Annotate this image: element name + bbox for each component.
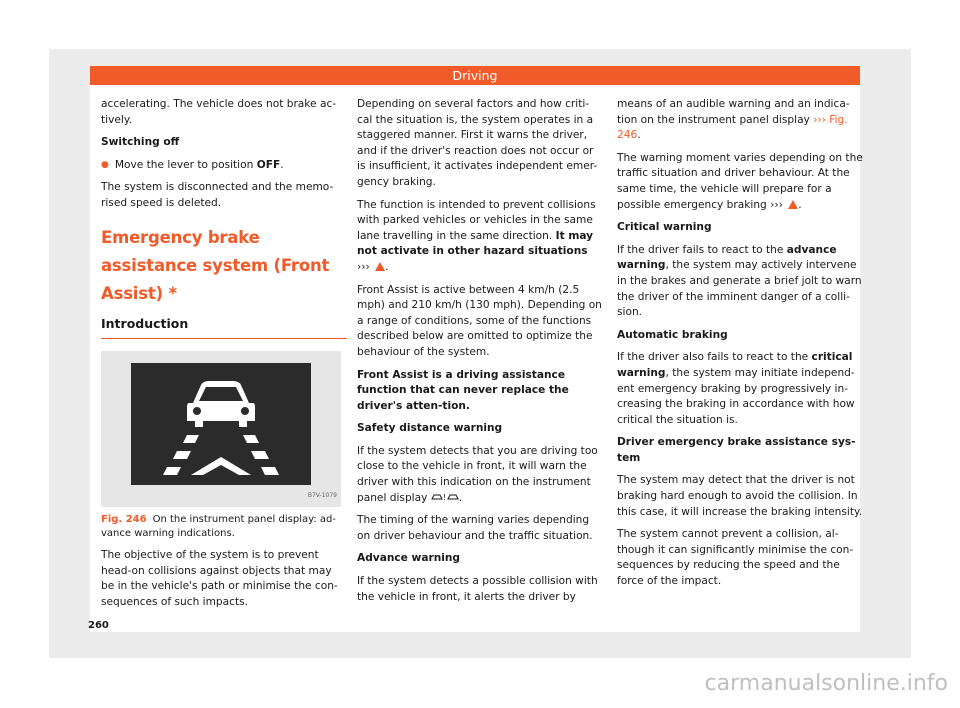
subsection-title: Advance warning <box>357 552 460 565</box>
paragraph: If the system detects a possible collision with the vehicle in front, it alerts the driver by <box>357 575 598 603</box>
paragraph: Depending on several factors and how criti-cal the situation is, the system operates in a staggered manner. First it warns the driver, and if the driver's reaction does not occur or is insufficient, it activates independent emer-gency braking. <box>357 98 598 188</box>
paragraph-bold: Front Assist is a driving assistance function that can never replace the driver's atten-tion. <box>357 368 569 412</box>
paragraph: The system cannot prevent a collision, al-though it can significantly minimise the con-sequences by reducing the speed and the force of the impact. <box>617 528 854 588</box>
paragraph: The timing of the warning varies depending on driver behaviour and the traffic situation. <box>357 514 593 542</box>
subsection-title: Switching off <box>101 136 180 149</box>
paragraph: If the driver fails to react to the advance warning, the system may actively intervene in the brakes and generate a brief jolt to warn the driver of the imminent danger of a colli-sion. <box>617 243 862 319</box>
column-2 <box>357 97 603 612</box>
column-1 <box>101 97 347 618</box>
paragraph: The warning moment varies depending on the traffic situation and driver behaviour. At the same time, the vehicle will prepare for a possible emergency braking ››› . <box>617 151 863 211</box>
paragraph: Front Assist is active between 4 km/h (2.5 mph) and 210 km/h (130 mph). Depending on a range of conditions, some of the functions described below are omitted to optimize the behaviour of the system. <box>357 283 602 358</box>
subsection-title: Automatic braking <box>617 328 728 341</box>
section-heading: Emergency brake assistance system (Front Assist) * <box>101 227 330 303</box>
figure-caption: Fig. 246 On the instrument panel display: ad-vance warning indications. <box>101 514 336 540</box>
paragraph: accelerating. The vehicle does not brake ac-tively. <box>101 98 337 126</box>
bullet-icon: ● <box>101 159 109 170</box>
paragraph: If the driver also fails to react to the critical warning, the system may initiate independ-ent emergency braking by progressively in-creasing the braking in accordance with how critical the situation is. <box>617 351 855 426</box>
subsection-title: Driver emergency brake assistance sys-tem <box>617 436 856 464</box>
svg-text:!: ! <box>442 492 446 501</box>
subsection-title: Safety distance warning <box>357 422 503 435</box>
cross-reference-link[interactable]: ››› <box>357 260 370 273</box>
figure-code: B7V-1079 <box>307 491 337 499</box>
instrument-display <box>131 363 311 485</box>
paragraph: means of an audible warning and an indica-tion on the instrument panel display ››› Fig. 246. <box>617 98 850 142</box>
figure-reference: Fig. 246 <box>101 514 147 526</box>
subsection-heading: Introduction <box>101 316 347 340</box>
list-item: ● Move the lever to position OFF. <box>101 158 347 174</box>
off-position-symbol: OFF <box>256 158 281 171</box>
figure-link[interactable]: ››› Fig. 246 <box>617 113 848 142</box>
paragraph: The system may detect that the driver is not braking hard enough to avoid the collision. In this case, it will increase the braking intensity. <box>617 474 863 518</box>
page-number: 260 <box>88 620 109 631</box>
distance-warning-icon <box>431 492 459 501</box>
subsection-title: Critical warning <box>617 221 712 234</box>
cross-reference-link[interactable]: ››› <box>770 198 783 211</box>
column-3 <box>617 97 863 597</box>
car-warning-icon <box>131 363 311 485</box>
paragraph: The system is disconnected and the memo-rised speed is deleted. <box>101 181 334 209</box>
warning-triangle-icon <box>375 262 385 271</box>
section-header: Driving <box>90 66 860 85</box>
paragraph: If the system detects that you are driving too close to the vehicle in front, it will warn the driver with this indication on the instrument panel display ! . <box>357 444 598 504</box>
figure-246 <box>101 351 341 507</box>
paragraph: The function is intended to prevent collisions with parked vehicles or vehicles in the same lane travelling in the same direction. It may not activate in other hazard situations ››› . <box>357 198 596 273</box>
paragraph: The objective of the system is to prevent head-on collisions against objects that may be in the vehicle's path or minimise the con-sequences of such impacts. <box>101 549 338 608</box>
warning-triangle-icon <box>788 200 798 209</box>
watermark: carmanualsonline.info <box>704 671 948 696</box>
